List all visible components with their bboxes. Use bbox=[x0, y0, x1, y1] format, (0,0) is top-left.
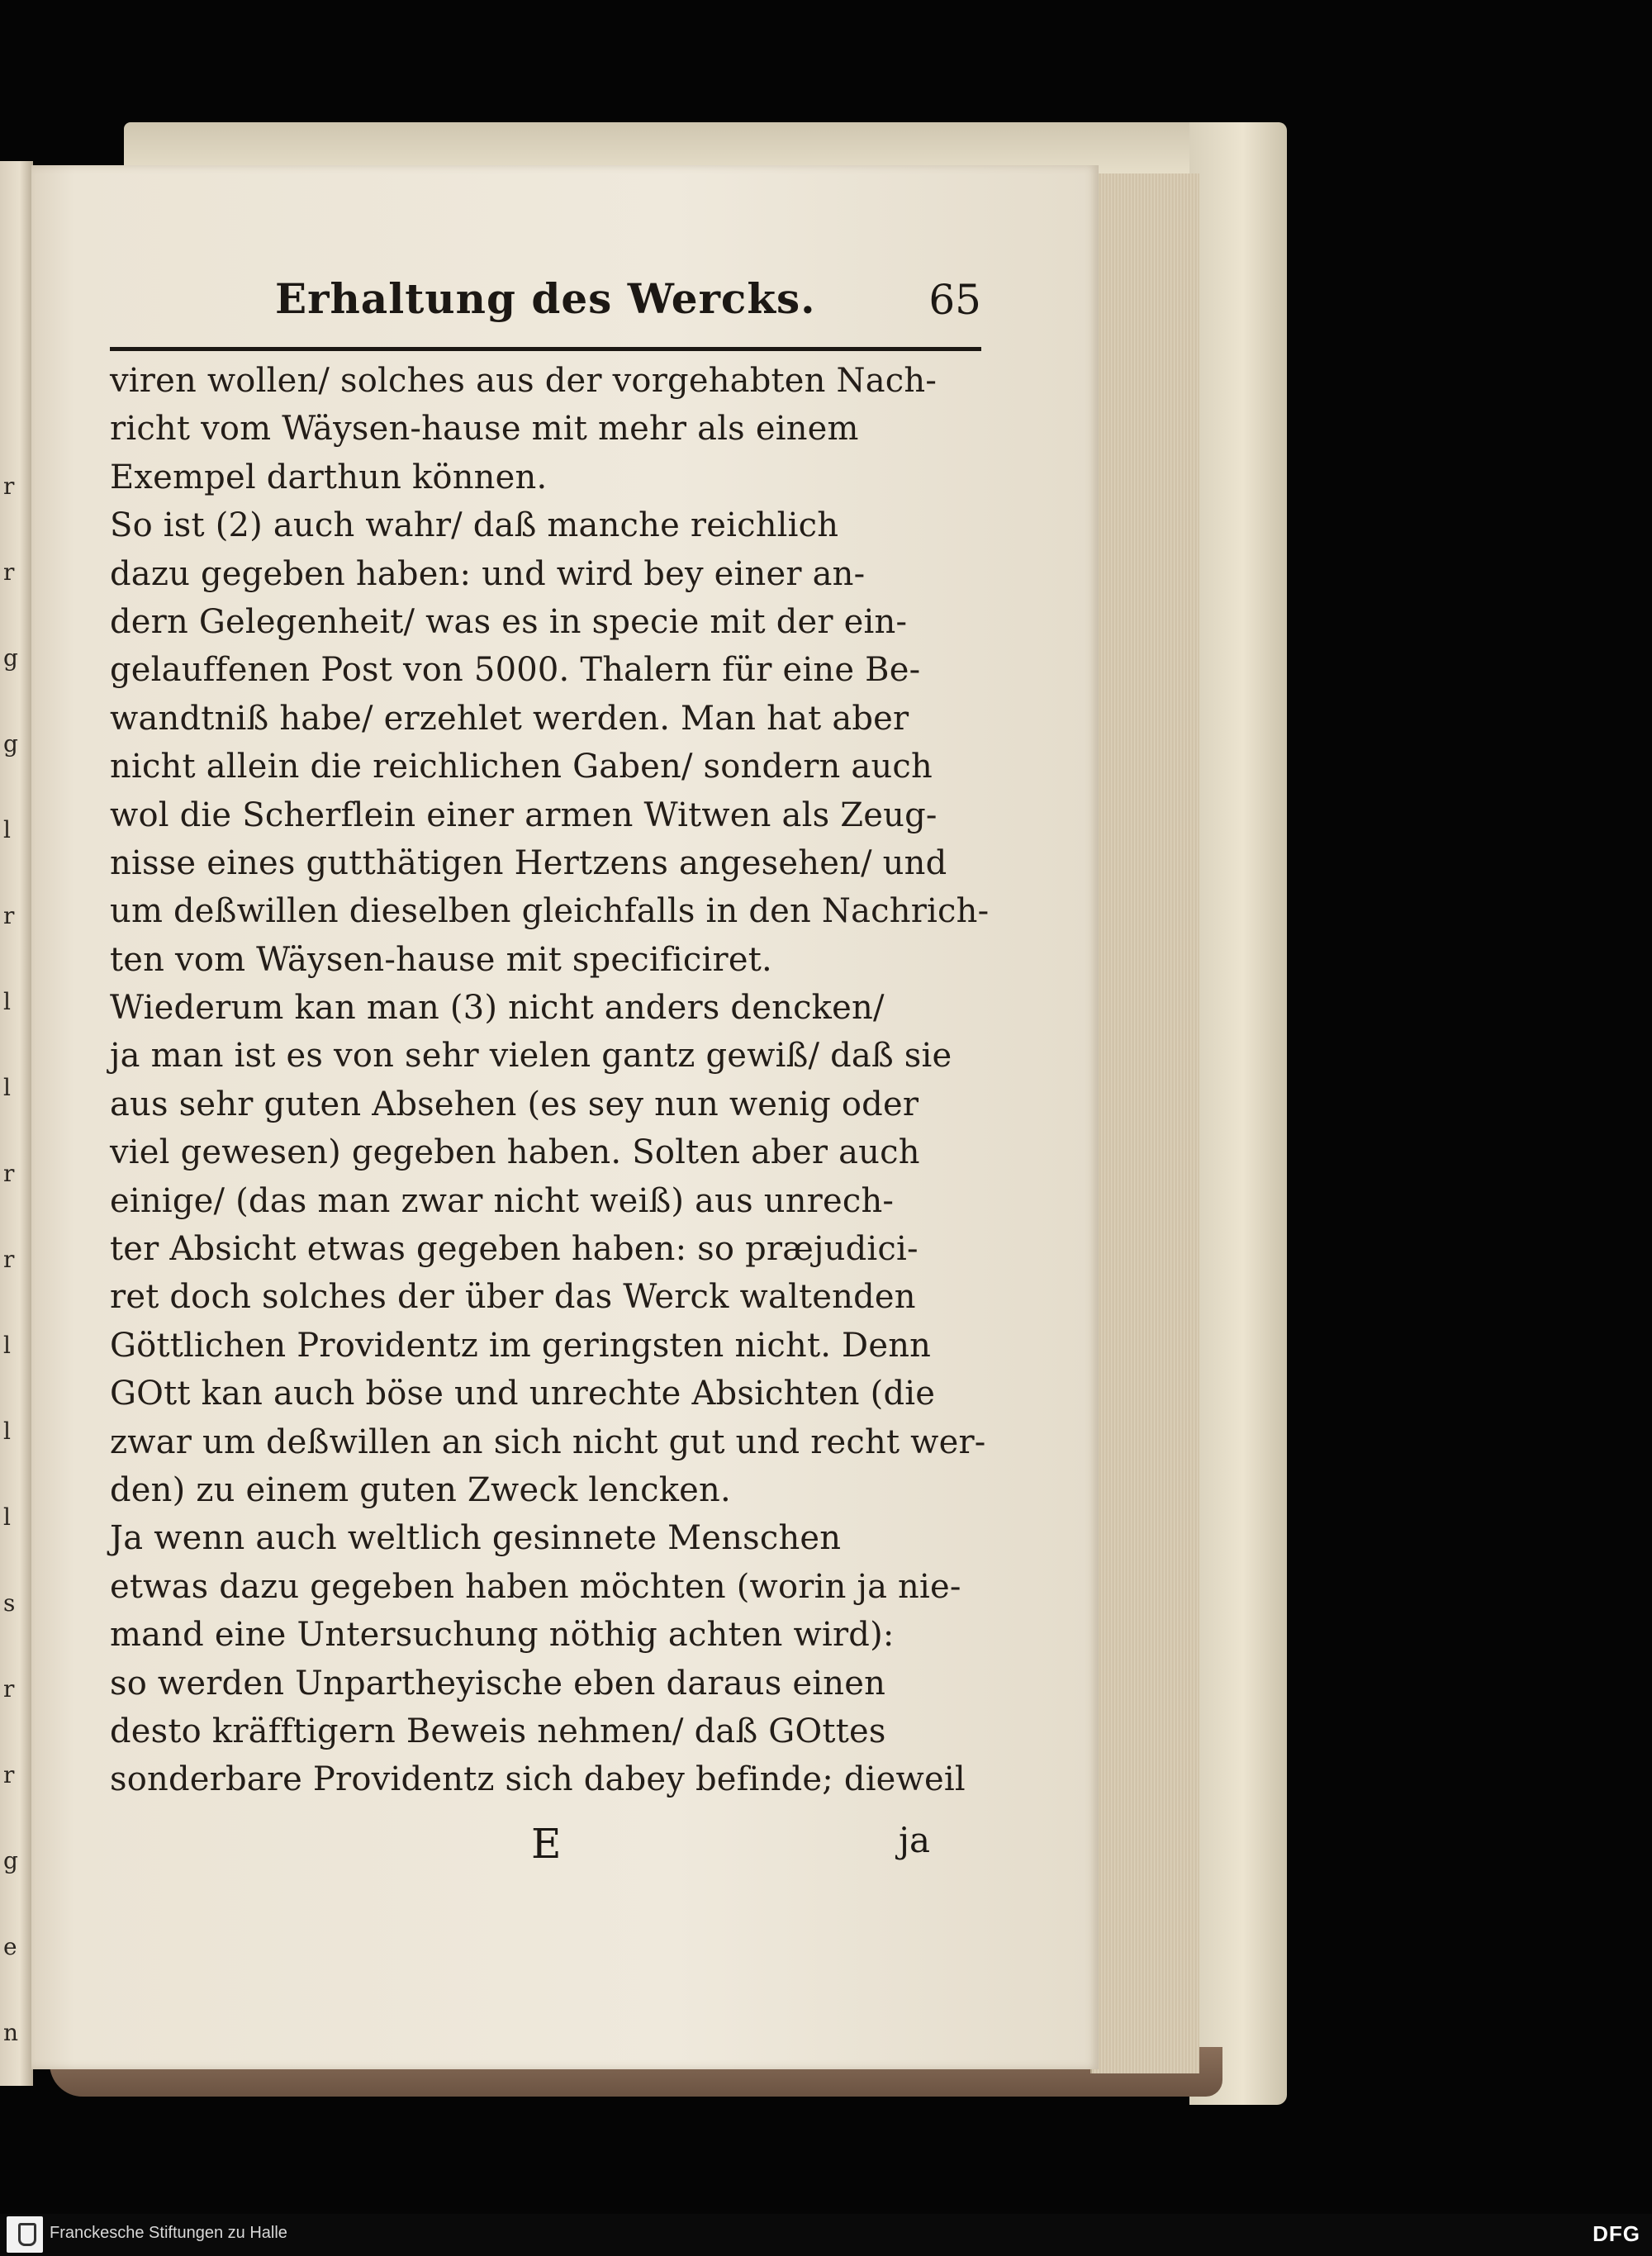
left-page-mark: r bbox=[3, 558, 15, 586]
left-page-mark: r bbox=[3, 1160, 15, 1187]
text-line: wol die Scherflein einer armen Witwen als Zeug- bbox=[110, 796, 938, 834]
text-line: aus sehr guten Absehen (es sey nun wenig oder bbox=[110, 1085, 919, 1123]
book-cover-right bbox=[1189, 122, 1287, 2105]
left-page-mark: r bbox=[3, 1761, 15, 1788]
left-page-mark: l bbox=[3, 1332, 11, 1359]
left-page-mark: n bbox=[3, 2019, 19, 2046]
text-line: so werden Unpartheyische eben daraus einen bbox=[110, 1664, 886, 1703]
viewer-footer bbox=[0, 2214, 1652, 2256]
text-line: Wiederum kan man (3) nicht anders dencken/ bbox=[110, 989, 885, 1028]
left-page-mark: g bbox=[3, 1847, 18, 1874]
left-page-mark: r bbox=[3, 902, 15, 929]
page-edges bbox=[1090, 173, 1199, 2073]
text-line: nicht allein die reichlichen Gaben/ sondern auch bbox=[110, 748, 933, 786]
text-line: viel gewesen) gegeben haben. Solten aber auch bbox=[110, 1133, 920, 1172]
signature-mark: E bbox=[531, 1820, 562, 1868]
text-line: ja man ist es von sehr vielen gantz gewiß/ daß sie bbox=[110, 1037, 952, 1076]
text-line: ter Absicht etwas gegeben haben: so præjudici- bbox=[110, 1230, 919, 1269]
dfg-logo: DFG bbox=[1593, 2221, 1640, 2246]
left-page-mark: l bbox=[3, 988, 11, 1015]
left-page-mark: l bbox=[3, 1418, 11, 1445]
left-page-mark: r bbox=[3, 1675, 15, 1703]
text-line: ret doch solches der über das Werck waltenden bbox=[110, 1278, 916, 1317]
text-line: desto kräfftigern Beweis nehmen/ daß GOttes bbox=[110, 1712, 886, 1750]
text-block bbox=[110, 357, 990, 1804]
text-line: viren wollen/ solches aus der vorgehabten Nach- bbox=[110, 362, 938, 400]
page-header bbox=[110, 274, 981, 340]
catchword: ja bbox=[899, 1820, 931, 1860]
text-line: richt vom Wäysen-hause mit mehr als einem bbox=[110, 410, 859, 449]
left-page-mark: e bbox=[3, 1933, 17, 1960]
left-page-mark: r bbox=[3, 1246, 15, 1273]
text-line: GOtt kan auch böse und unrechte Absichten (die bbox=[110, 1375, 936, 1413]
text-line: dern Gelegenheit/ was es in specie mit der ein- bbox=[110, 602, 908, 641]
text-line: gelauffenen Post von 5000. Thalern für eine Be- bbox=[110, 651, 921, 690]
left-page-mark: g bbox=[3, 644, 18, 672]
text-line: ten vom Wäysen-hause mit specificiret. bbox=[110, 940, 772, 979]
left-page-mark: l bbox=[3, 1074, 11, 1101]
left-page-mark: s bbox=[3, 1589, 16, 1617]
left-page-marks bbox=[3, 475, 26, 2107]
left-page-fragment bbox=[0, 161, 33, 2086]
text-line: Ja wenn auch weltlich gesinnete Menschen bbox=[110, 1519, 842, 1558]
book-page bbox=[31, 165, 1099, 2069]
text-line: wandtniß habe/ erzehlet werden. Man hat aber bbox=[110, 699, 909, 738]
text-line: nisse eines gutthätigen Hertzens angesehen/ und bbox=[110, 843, 947, 882]
institution-logo-icon bbox=[7, 2216, 43, 2253]
left-page-mark: r bbox=[3, 473, 15, 500]
text-line: den) zu einem guten Zweck lencken. bbox=[110, 1470, 731, 1509]
running-head: Erhaltung des Wercks. bbox=[275, 274, 816, 323]
text-line: So ist (2) auch wahr/ daß manche reichlich bbox=[110, 506, 839, 545]
text-line: mand eine Untersuchung nöthig achten wird): bbox=[110, 1616, 895, 1655]
text-line: um deßwillen dieselben gleichfalls in den Nachrich- bbox=[110, 892, 990, 931]
text-line: einige/ (das man zwar nicht weiß) aus unrech- bbox=[110, 1181, 895, 1220]
left-page-mark: l bbox=[3, 816, 11, 843]
left-page-mark: g bbox=[3, 730, 18, 758]
text-line: Exempel darthun können. bbox=[110, 458, 548, 496]
left-page-mark: l bbox=[3, 1503, 11, 1531]
footer-owner: Franckesche Stiftungen zu Halle bbox=[50, 2224, 287, 2242]
header-rule bbox=[110, 347, 981, 351]
text-line: etwas dazu gegeben haben möchten (worin ja nie- bbox=[110, 1567, 961, 1606]
text-line: zwar um deßwillen an sich nicht gut und recht wer- bbox=[110, 1422, 986, 1461]
text-line: Göttlichen Providentz im geringsten nicht. Denn bbox=[110, 1326, 932, 1365]
page-number: 65 bbox=[928, 276, 981, 324]
text-line: dazu gegeben haben: und wird bey einer an- bbox=[110, 554, 866, 593]
text-line: sonderbare Providentz sich dabey befinde; dieweil bbox=[110, 1760, 966, 1799]
